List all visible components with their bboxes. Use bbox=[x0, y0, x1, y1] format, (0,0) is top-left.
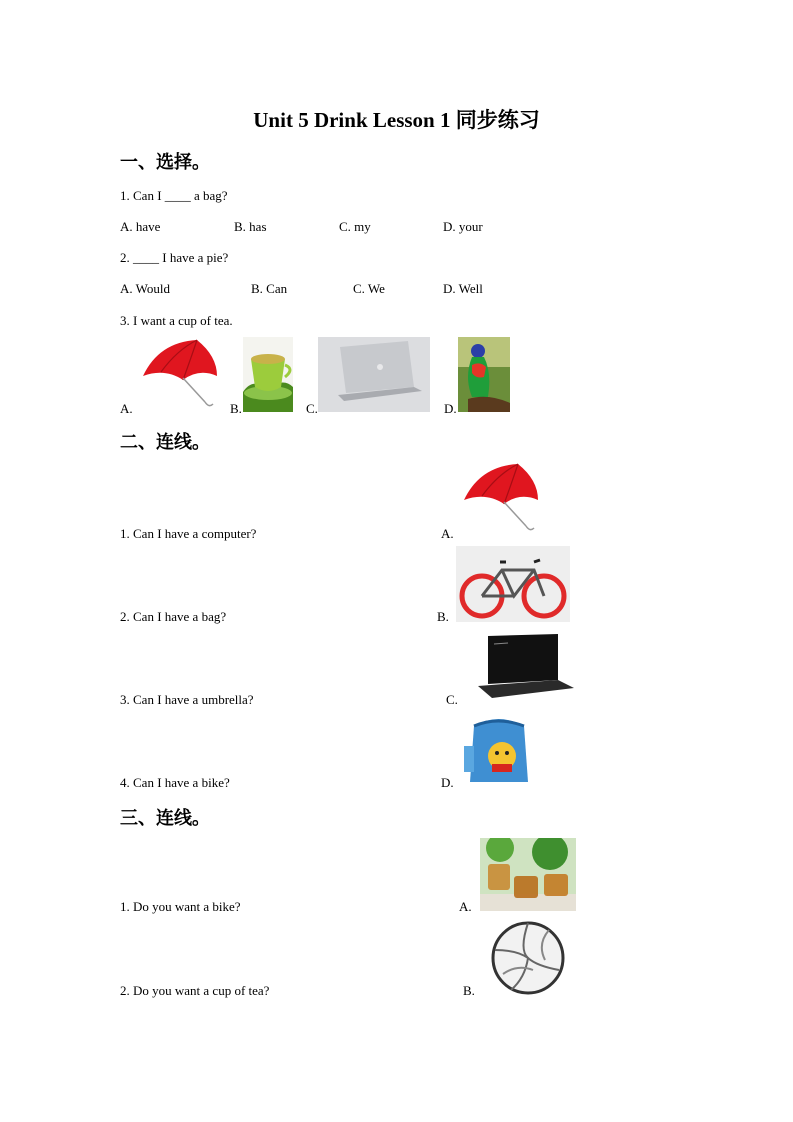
s3-question-2: 2. Do you want a cup of tea? bbox=[120, 983, 270, 998]
parrot-picture bbox=[458, 337, 510, 412]
q3-option-a: A. bbox=[120, 401, 133, 416]
q1-option-a: A. have bbox=[120, 219, 161, 234]
q1-option-b: B. has bbox=[234, 219, 267, 234]
q3-text: 3. I want a cup of tea. bbox=[120, 313, 233, 328]
q1-option-d: D. your bbox=[443, 219, 483, 234]
q2-text: 2. ____ I have a pie? bbox=[120, 250, 229, 265]
green-tea-cup-picture bbox=[243, 337, 293, 412]
s2-question-1: 1. Can I have a computer? bbox=[120, 526, 257, 541]
q1-text: 1. Can I ____ a bag? bbox=[120, 188, 228, 203]
volleyball-picture bbox=[489, 920, 567, 996]
s2-question-4: 4. Can I have a bike? bbox=[120, 775, 230, 790]
q3-option-c: C. bbox=[306, 401, 318, 416]
s2-option-a: A. bbox=[441, 526, 454, 541]
s2-question-2: 2. Can I have a bag? bbox=[120, 609, 227, 624]
q2-option-c: C. We bbox=[353, 281, 385, 296]
q1-option-c: C. my bbox=[339, 219, 371, 234]
page-title: Unit 5 Drink Lesson 1 同步练习 bbox=[253, 108, 540, 132]
s2-question-3: 3. Can I have a umbrella? bbox=[120, 692, 254, 707]
s3-question-1: 1. Do you want a bike? bbox=[120, 899, 241, 914]
q2-option-d: D. Well bbox=[443, 281, 483, 296]
bicycle-picture bbox=[456, 546, 570, 622]
s3-option-b: B. bbox=[463, 983, 475, 998]
laptop-picture bbox=[318, 337, 430, 412]
section-2-heading: 二、连线。 bbox=[120, 432, 210, 453]
laptop-picture bbox=[474, 634, 574, 700]
q2-option-b: B. Can bbox=[251, 281, 288, 296]
umbrella-picture bbox=[139, 338, 219, 410]
s2-option-b: B. bbox=[437, 609, 449, 624]
s2-option-d: D. bbox=[441, 775, 454, 790]
backpack-picture bbox=[462, 712, 536, 787]
s3-option-a: A. bbox=[459, 899, 472, 914]
tea-glasses-picture bbox=[480, 838, 576, 911]
q3-option-d: D. bbox=[444, 401, 457, 416]
q2-option-a: A. Would bbox=[120, 281, 170, 296]
umbrella-picture bbox=[460, 462, 540, 534]
section-3-heading: 三、连线。 bbox=[120, 808, 210, 829]
s2-option-c: C. bbox=[446, 692, 458, 707]
q3-option-b: B. bbox=[230, 401, 242, 416]
section-1-heading: 一、选择。 bbox=[120, 152, 210, 173]
